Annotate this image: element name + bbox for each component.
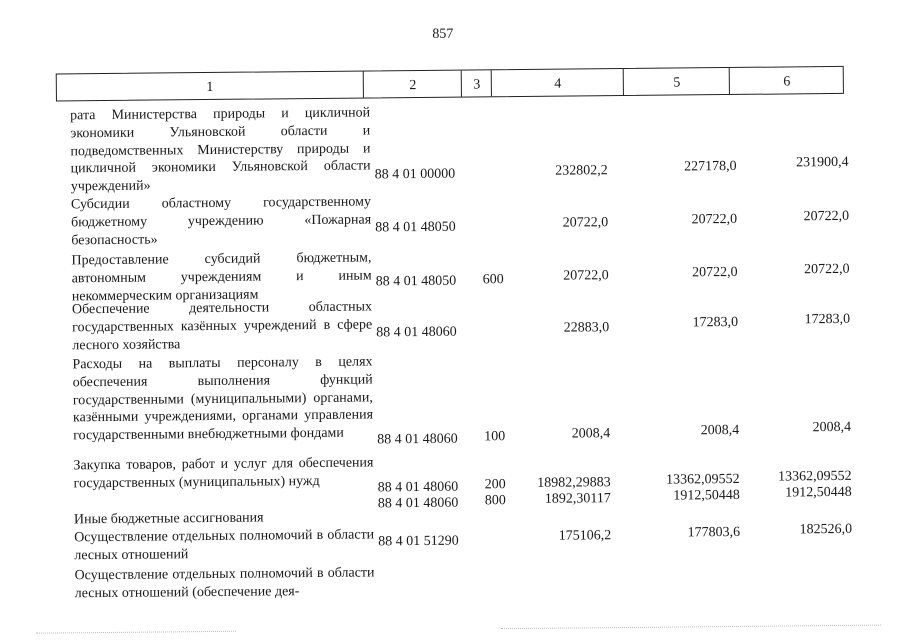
row-value-col4: 20722,0 (562, 215, 609, 231)
row-description: Субсидии областному государственному бюджетному учреждению «Пожарная безопасность» (70, 194, 372, 248)
row-value-col6: 231900,4 (796, 154, 849, 171)
row-code: 88 4 01 48060 (377, 431, 458, 448)
row-expense-type: 200 (484, 477, 506, 493)
row-value-col6: 182526,0 (799, 521, 853, 538)
row-description: Обеспечение деятельности областных государственных казённых учреждений в сфере лесного хозяйства (71, 299, 373, 353)
row-value-col5: 2008,4 (700, 422, 740, 439)
row-code: 88 4 01 51290 (378, 533, 459, 550)
row-value-col6: 20722,0 (803, 208, 850, 225)
header-col-1: 1 (206, 79, 214, 96)
row-code: 88 4 01 48050 (375, 273, 457, 290)
row-value-col4: 232802,2 (555, 163, 608, 179)
row-value-col4: 22883,0 (563, 320, 610, 336)
row-value-col5: 177803,6 (687, 524, 741, 541)
row-value-col5: 1912,50448 (673, 487, 740, 504)
row-description: Предоставление субсидий бюджетным, автономным учреждениям и иным некоммерческим организациям (71, 250, 372, 304)
row-description: Осуществление отдельных полномочий в области лесных отношений (обеспечение дея- (74, 565, 375, 602)
row-value-col5: 13362,09552 (666, 471, 740, 488)
row-description: Иные бюджетные ассигнования (73, 510, 264, 528)
row-description: Закупка товаров, работ и услуг для обеспечения государственных (муниципальных) нужд (73, 455, 374, 492)
row-value-col6: 1912,50448 (785, 484, 852, 501)
row-expense-type: 600 (482, 272, 504, 288)
row-value-col4: 1892,30117 (544, 491, 611, 507)
row-code: 88 4 01 48050 (375, 219, 456, 236)
row-value-col5: 227178,0 (684, 158, 737, 175)
header-col-3: 3 (461, 70, 492, 96)
header-col-5: 5 (623, 68, 730, 95)
row-code: 88 4 01 00000 (374, 166, 456, 183)
row-value-col5: 20722,0 (691, 211, 738, 228)
header-col-6: 6 (729, 67, 844, 94)
header-col-2: 2 (363, 71, 462, 98)
row-value-col6: 20722,0 (804, 261, 850, 278)
row-expense-type: 100 (484, 429, 506, 445)
row-code: 88 4 01 48060 (376, 324, 457, 341)
row-value-col5: 20722,0 (692, 264, 738, 281)
row-value-col4: 2008,4 (571, 426, 611, 442)
row-value-col4: 175106,2 (558, 528, 612, 544)
row-description: Расходы на выплаты персоналу в целях обеспечения выполнения функций государственными (муниципальными) органами, казёнными учреждениями, органами управления государственными внебюджетными фондами (72, 354, 374, 444)
row-code: 88 4 01 48060 (377, 479, 459, 496)
row-value-col6: 17283,0 (804, 311, 851, 328)
row-value-col6: 2008,4 (812, 419, 852, 436)
row-code: 88 4 01 48060 (377, 495, 459, 512)
page-number: 857 (432, 26, 454, 42)
row-value-col4: 20722,0 (563, 268, 609, 284)
scan-artifact-line (36, 631, 236, 635)
row-description: Осуществление отдельных полномочий в области лесных отношений (74, 527, 375, 564)
row-value-col5: 17283,0 (692, 314, 739, 331)
scan-artifact-line (501, 625, 881, 631)
row-description: рата Министерства природы и цикличной экономики Ульяновской области и подведомственных Министерству природы и цикличной экономики Ульяновской области учреждений» (70, 105, 371, 195)
header-col-4: 4 (491, 69, 624, 96)
table-header-row (56, 66, 844, 102)
row-expense-type: 800 (484, 493, 506, 509)
row-value-col6: 13362,09552 (778, 468, 852, 485)
table-row (56, 100, 849, 195)
row-value-col4: 18982,29883 (537, 475, 611, 491)
